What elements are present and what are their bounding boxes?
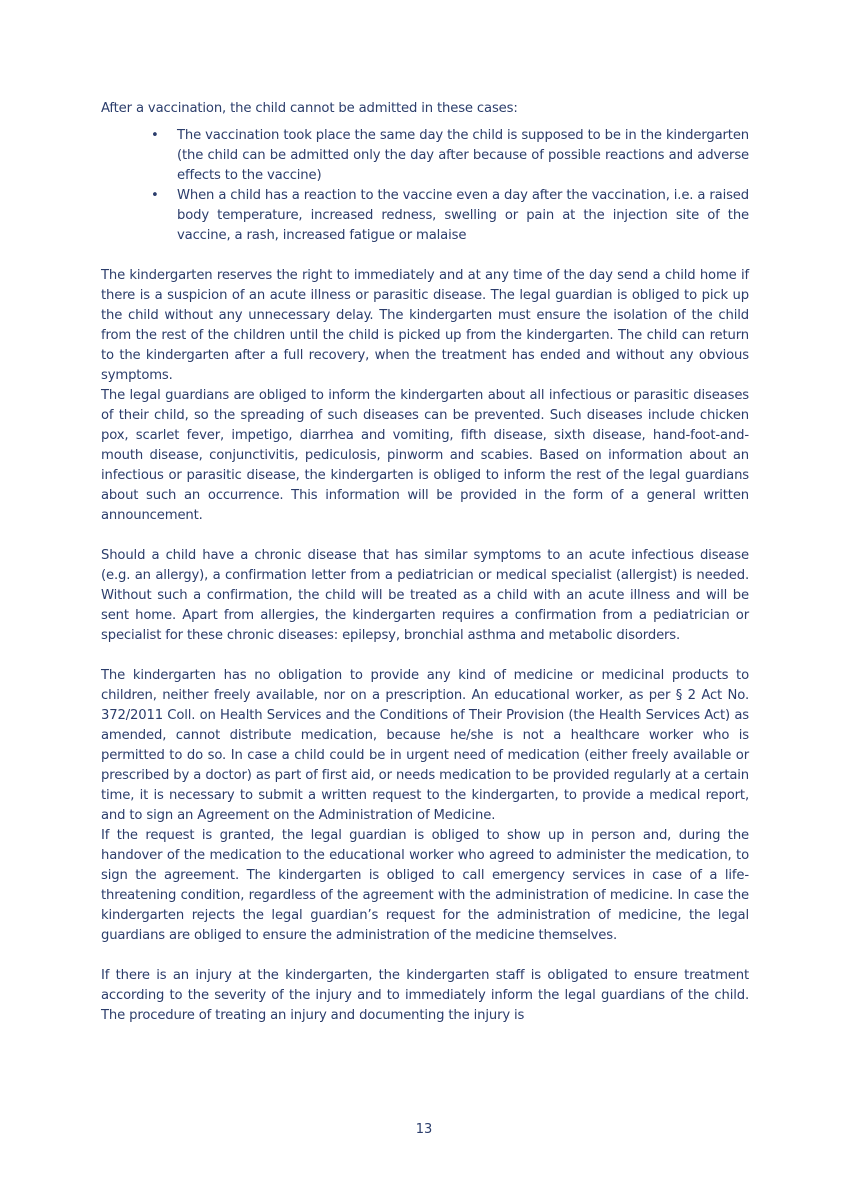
paragraph-spacer xyxy=(101,646,749,666)
document-body xyxy=(101,99,749,1026)
intro-paragraph: After a vaccination, the child cannot be admitted in these cases: xyxy=(101,101,518,116)
paragraph-spacer xyxy=(101,946,749,966)
paragraph-spacer xyxy=(101,246,749,266)
list-item-text: The vaccination took place the same day the child is supposed to be in the kindergarten (the child can be admitted only the day after because of possible reactions and adverse effects to the vaccine) xyxy=(177,128,749,183)
list-item-text: When a child has a reaction to the vaccine even a day after the vaccination, i.e. a raised body temperature, increased redness, swelling or pain at the injection site of the vaccine, a rash, increased fatigue or malaise xyxy=(177,188,749,243)
list-item xyxy=(151,126,749,186)
list-item xyxy=(151,186,749,246)
paragraph-injury: If there is an injury at the kindergarten, the kindergarten staff is obligated to ensure treatment according to the severity of the injury and to immediately inform the legal guardians of the child. The procedure of treating an injury and documenting the injury is xyxy=(101,968,749,1023)
paragraph-send-home: The kindergarten reserves the right to immediately and at any time of the day send a child home if there is a suspicion of an acute illness or parasitic disease. The legal guardian is obliged to pick up the child without any unnecessary delay. The kindergarten must ensure the isolation of the child from the rest of the children until the child is picked up from the kindergarten. The child can return to the kindergarten after a full recovery, when the treatment has ended and without any obvious symptoms. xyxy=(101,268,749,383)
bullet-icon: • xyxy=(151,128,159,143)
page-number: 13 xyxy=(415,1122,433,1137)
paragraph-chronic-disease: Should a child have a chronic disease that has similar symptoms to an acute infectious disease (e.g. an allergy), a confirmation letter from a pediatrician or medical specialist (allergist) is needed. Without such a confirmation, the child will be treated as a child with an acute illness and will be sent home. Apart from allergies, the kindergarten requires a confirmation from a pediatrician or specialist for these chronic diseases: epilepsy, bronchial asthma and metabolic disorders. xyxy=(101,548,749,643)
paragraph-request-granted: If the request is granted, the legal guardian is obliged to show up in person and, during the handover of the medication to the educational worker who agreed to administer the medication, to sign the agreement. The kindergarten is obliged to call emergency services in case of a life-threatening condition, regardless of the agreement with the administration of medicine. In case the kindergarten rejects the legal guardian’s request for the administration of medicine, the legal guardians are obliged to ensure the administration of the medicine themselves. xyxy=(101,828,749,943)
paragraph-medicine: The kindergarten has no obligation to provide any kind of medicine or medicinal products to children, neither freely available, nor on a prescription. An educational worker, as per § 2 Act No. 372/2011 Coll. on Health Services and the Conditions of Their Provision (the Health Services Act) as amended, cannot distribute medication, because he/she is not a healthcare worker who is permitted to do so. In case a child could be in urgent need of medication (either freely available or prescribed by a doctor) as part of first aid, or needs medication to be provided regularly at a certain time, it is necessary to submit a written request to the kindergarten, to provide a medical report, and to sign an Agreement on the Administration of Medicine. xyxy=(101,668,749,823)
paragraph-spacer xyxy=(101,526,749,546)
paragraph-inform-diseases: The legal guardians are obliged to inform the kindergarten about all infectious or parasitic diseases of their child, so the spreading of such diseases can be prevented. Such diseases include chicken pox, scarlet fever, impetigo, diarrhea and vomiting, fifth disease, sixth disease, hand-foot-and-mouth disease, conjunctivitis, pediculosis, pinworm and scabies. Based on information about an infectious or parasitic disease, the kindergarten is obliged to inform the rest of the legal guardians about such an occurrence. This information will be provided in the form of a general written announcement. xyxy=(101,388,749,523)
bullet-icon: • xyxy=(151,188,159,203)
vaccination-cases-list xyxy=(101,126,749,246)
